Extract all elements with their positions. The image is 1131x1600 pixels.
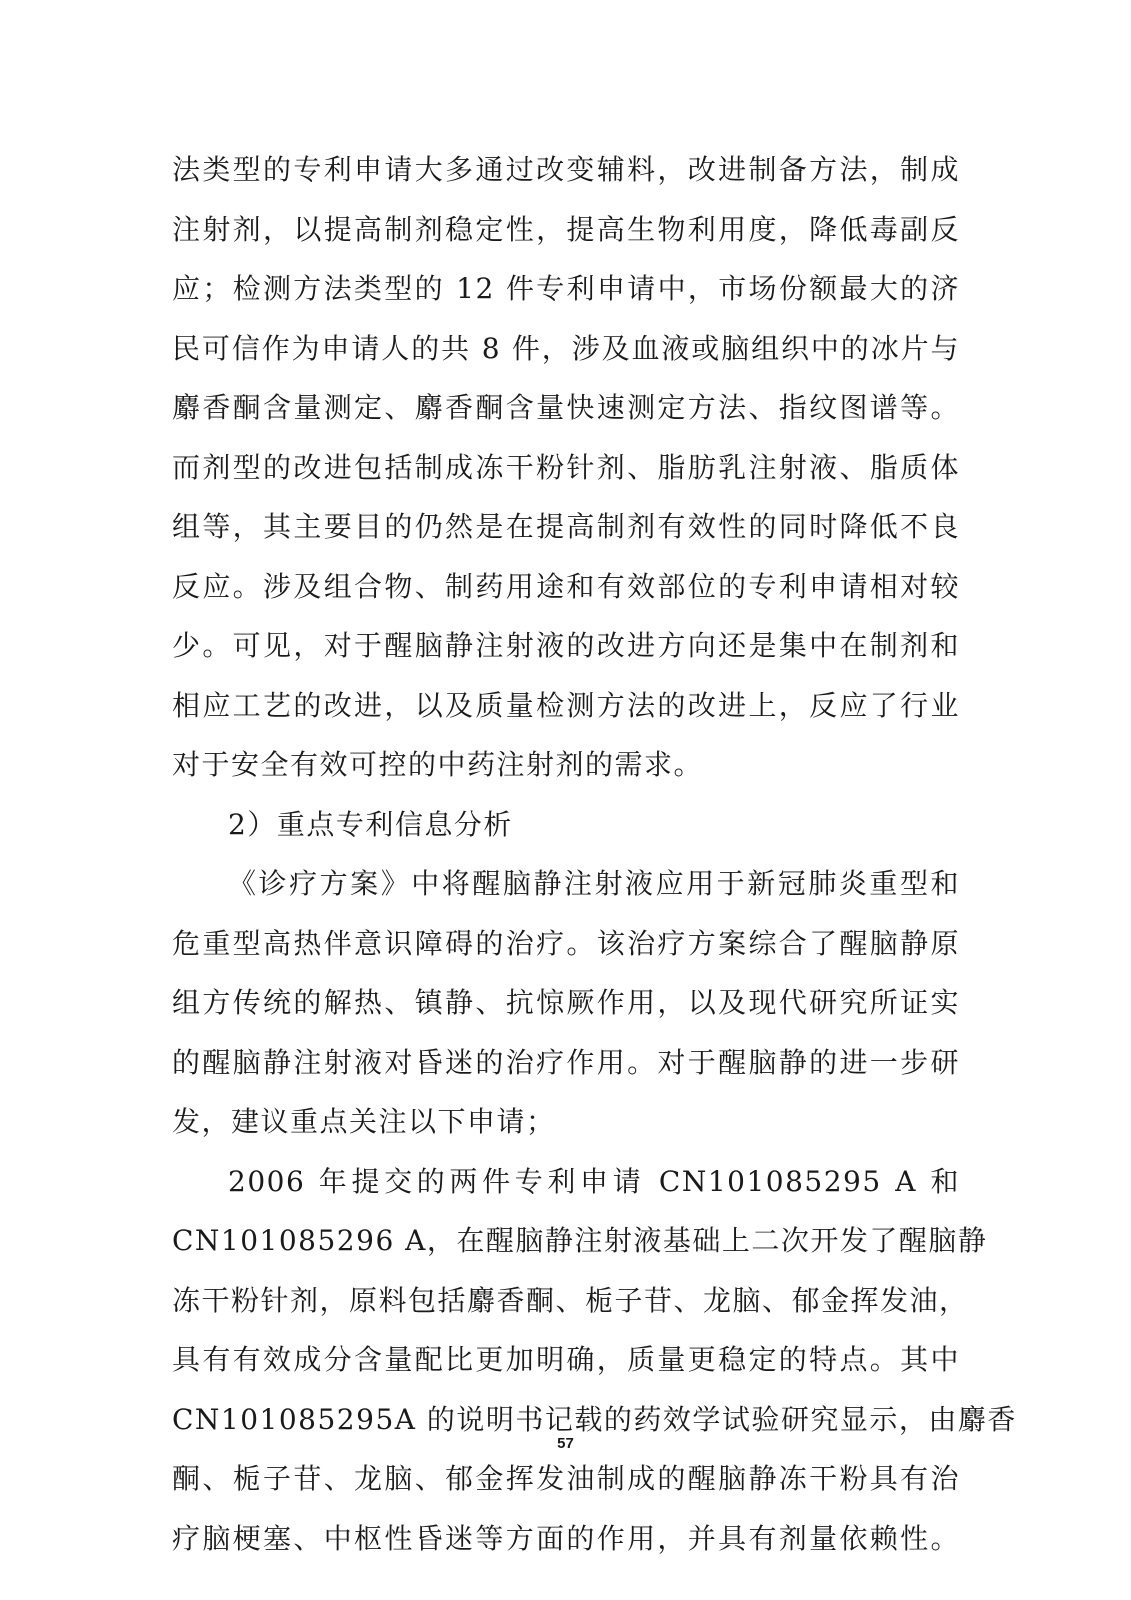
text-line: 《诊疗方案》中将醒脑静注射液应用于新冠肺炎重型和 xyxy=(228,867,960,900)
text-line: 2006 年提交的两件专利申请 CN101085295 A 和 xyxy=(228,1164,960,1198)
text-line: 应；检测方法类型的 12 件专利申请中，市场份额最大的济 xyxy=(172,272,960,305)
text-line: 发，建议重点关注以下申请； xyxy=(172,1105,556,1138)
text-line: CN101085296 A，在醒脑静注射液基础上二次开发了醒脑静 xyxy=(172,1224,988,1257)
text-line: 而剂型的改进包括制成冻干粉针剂、脂肪乳注射液、脂质体 xyxy=(172,450,960,484)
text-line: 反应。涉及组合物、制药用途和有效部位的专利申请相对较 xyxy=(172,569,960,603)
page-number: 57 xyxy=(557,1435,574,1452)
text-line: 危重型高热伴意识障碍的治疗。该治疗方案综合了醒脑静原 xyxy=(172,926,960,960)
text-line: 酮、栀子苷、龙脑、郁金挥发油制成的醒脑静冻干粉具有治 xyxy=(172,1462,960,1495)
section-heading: 2）重点专利信息分析 xyxy=(228,807,513,841)
text-line: 组等，其主要目的仍然是在提高制剂有效性的同时降低不良 xyxy=(172,510,960,543)
text-line: 具有有效成分含量配比更加明确，质量更稳定的特点。其中 xyxy=(172,1343,960,1376)
text-line: 民可信作为申请人的共 8 件，涉及血液或脑组织中的冰片与 xyxy=(172,331,960,365)
text-line: 相应工艺的改进，以及质量检测方法的改进上，反应了行业 xyxy=(172,688,960,722)
text-line: 少。可见，对于醒脑静注射液的改进方向还是集中在制剂和 xyxy=(172,629,960,662)
text-line: 组方传统的解热、镇静、抗惊厥作用，以及现代研究所证实 xyxy=(172,986,960,1019)
text-line: 注射剂，以提高制剂稳定性，提高生物利用度，降低毒副反 xyxy=(172,212,960,246)
text-line: 冻干粉针剂，原料包括麝香酮、栀子苷、龙脑、郁金挥发油， xyxy=(172,1283,969,1317)
text-line: 麝香酮含量测定、麝香酮含量快速测定方法、指纹图谱等。 xyxy=(172,391,960,424)
text-line: 对于安全有效可控的中药注射剂的需求。 xyxy=(172,748,704,781)
text-line: 疗脑梗塞、中枢性昏迷等方面的作用，并具有剂量依赖性。 xyxy=(172,1521,960,1555)
text-line: 法类型的专利申请大多通过改变辅料，改进制备方法，制成 xyxy=(172,153,960,186)
text-line: CN101085295A 的说明书记载的药效学试验研究显示，由麝香 xyxy=(172,1402,1017,1436)
body-text xyxy=(172,140,1017,1568)
text-line: 的醒脑静注射液对昏迷的治疗作用。对于醒脑静的进一步研 xyxy=(172,1045,960,1079)
